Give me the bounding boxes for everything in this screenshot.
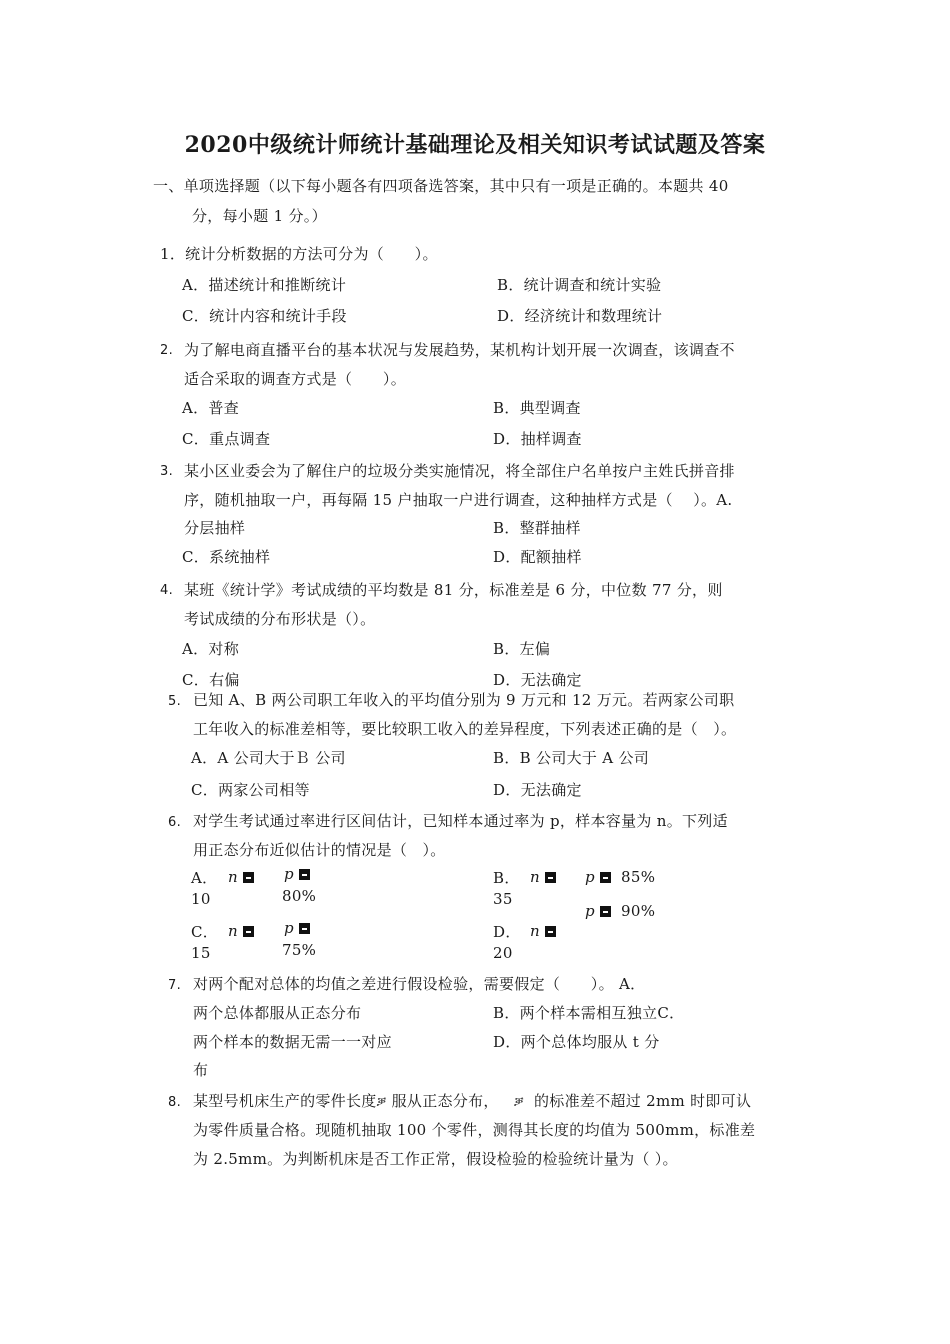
q2-number: 2. (160, 343, 174, 358)
q6-option-b-label: B． (493, 869, 520, 887)
q4-number: 4. (160, 583, 174, 598)
q4-stem-line1: 某班《统计学》考试成绩的平均数是 81 分，标准差是 6 分，中位数 77 分，则 (184, 581, 723, 599)
q3-number: 3. (160, 464, 174, 479)
q3-option-a: 分层抽样 (184, 519, 246, 537)
p-variable: p (284, 865, 294, 883)
inequality-symbol-icon (243, 926, 254, 937)
p-variable: p (284, 919, 294, 937)
q5-option-a: A．A 公司大于Ｂ 公司 (191, 749, 346, 767)
q1-option-a: A．描述统计和推断统计 (182, 276, 347, 294)
q2-option-a: A．普查 (182, 399, 240, 417)
q3-stem-line1: 某小区业委会为了解住户的垃圾分类实施情况，将全部住户名单按户主姓氏拼音排 (184, 462, 735, 480)
q6-option-b-n-value: 35 (493, 890, 513, 908)
q6-option-a-n (228, 867, 254, 887)
q1-option-c: C．统计内容和统计手段 (182, 307, 347, 325)
q5-stem-line1: 已知 A、B 两公司职工年收入的平均值分别为 9 万元和 12 万元。若两家公司职 (193, 691, 735, 709)
q2-stem-line2: 适合采取的调查方式是（ ）。 (184, 370, 407, 388)
inequality-symbol-icon (243, 872, 254, 883)
q4-option-a: A．对称 (182, 640, 240, 658)
q6-stem-line1: 对学生考试通过率进行区间估计，已知样本通过率为 p，样本容量为 n。下列适 (193, 812, 728, 830)
p-variable: p (585, 868, 595, 886)
q4-option-c: C．右偏 (182, 671, 240, 689)
x-variable-icon: ቓ (376, 1095, 387, 1110)
q2-stem-line1: 为了解电商直播平台的基本状况与发展趋势，某机构计划开展一次调查，该调查不 (184, 341, 735, 359)
q1-option-b: B．统计调查和统计实验 (497, 276, 662, 294)
q8-stem-line3: 为 2.5mm。为判断机床是否工作正常，假设检验的检验统计量为（ ）。 (193, 1150, 678, 1168)
q8-stem-line1 (193, 1091, 751, 1113)
q2-option-b: B．典型调查 (493, 399, 581, 417)
n-variable: n (228, 868, 238, 886)
q2-option-c: C．重点调查 (182, 430, 271, 448)
inequality-symbol-icon (545, 872, 556, 883)
q8-number: 8. (168, 1095, 182, 1110)
q6-option-d-n-value: 20 (493, 944, 513, 962)
q5-number: 5. (168, 694, 182, 709)
inequality-symbol-icon (545, 926, 556, 937)
n-variable: n (228, 922, 238, 940)
q6-option-a-n-value: 10 (191, 890, 211, 908)
inequality-symbol-icon (299, 923, 310, 934)
n-variable: n (530, 868, 540, 886)
q6-option-a-label: A． (191, 869, 218, 887)
q6-option-a-p-value: 80% (282, 887, 317, 905)
q7-stem-line1: 对两个配对总体的均值之差进行假设检验，需要假定（ ）。 A． (193, 975, 646, 993)
inequality-symbol-icon (600, 906, 611, 917)
q5-stem-line2: 工年收入的标准差相等，要比较职工收入的差异程度，下列表述正确的是（ ）。 (193, 720, 737, 738)
q8-stem-line1-part1: 某型号机床生产的零件长度 (193, 1092, 377, 1110)
q3-stem-line2: 序，随机抽取一户，再每隔 15 户抽取一户进行调查，这种抽样方式是（ ）。A. (184, 491, 733, 509)
p-variable: p (585, 902, 595, 920)
q3-option-d: D．配额抽样 (493, 548, 582, 566)
q5-option-d: D．无法确定 (493, 781, 582, 799)
q6-option-a-p (284, 864, 310, 884)
section-heading-line1: 一、单项选择题（以下每小题各有四项备选答案，其中只有一项是正确的。本题共 40 (153, 177, 729, 195)
q7-option-c: 两个样本的数据无需一一对应 (193, 1033, 392, 1051)
q6-option-d-label: D． (493, 923, 521, 941)
x-variable-icon: ቓ (513, 1095, 524, 1110)
q6-option-b-n (530, 867, 556, 887)
q4-stem-line2: 考试成绩的分布形状是（）。 (184, 610, 376, 628)
q7-option-d: D．两个总体均服从 t 分 (493, 1033, 660, 1051)
q4-option-b: B．左偏 (493, 640, 551, 658)
section-heading-line2: 分，每小题 1 分。） (192, 207, 327, 225)
q6-option-d-n (530, 921, 556, 941)
q6-stem-line2: 用正态分布近似估计的情况是（ ）。 (193, 841, 446, 859)
n-variable: n (530, 922, 540, 940)
q7-option-b: B．两个样本需相互独立C． (493, 1004, 685, 1022)
q6-option-b-p1-value: 85% (621, 868, 656, 886)
q1-option-d: D．经济统计和数理统计 (497, 307, 663, 325)
q6-number: 6. (168, 815, 182, 830)
q6-option-c-n-value: 15 (191, 944, 211, 962)
q3-option-c: C．系统抽样 (182, 548, 271, 566)
q3-option-b: B．整群抽样 (493, 519, 581, 537)
document-title: 2020中级统计师统计基础理论及相关知识考试试题及答案 (184, 132, 766, 158)
q7-option-d-continued: 布 (193, 1061, 209, 1079)
q5-option-c: C．两家公司相等 (191, 781, 310, 799)
q6-option-c-p-value: 75% (282, 941, 317, 959)
q8-stem-line1-part3: 的标准差不超过 2mm 时即可认 (534, 1092, 752, 1110)
q6-option-c-p (284, 918, 310, 938)
q2-option-d: D．抽样调查 (493, 430, 582, 448)
q6-option-c-label: C． (191, 923, 219, 941)
q7-option-a: 两个总体都服从正态分布 (193, 1004, 362, 1022)
q8-stem-line1-part2: 服从正态分布， (391, 1092, 499, 1110)
inequality-symbol-icon (600, 872, 611, 883)
q4-option-d: D．无法确定 (493, 671, 582, 689)
q1-stem: 1．统计分析数据的方法可分为（ ）。 (160, 245, 438, 263)
q6-option-b-p2 (585, 901, 655, 921)
q8-stem-line2: 为零件质量合格。现随机抽取 100 个零件，测得其长度的均值为 500mm，标准差 (193, 1121, 756, 1139)
inequality-symbol-icon (299, 869, 310, 880)
q6-option-c-n (228, 921, 254, 941)
q5-option-b: B．B 公司大于 A 公司 (493, 749, 650, 767)
q6-option-b-p2-value: 90% (621, 902, 656, 920)
q7-number: 7. (168, 978, 182, 993)
q6-option-b-p1 (585, 867, 655, 887)
